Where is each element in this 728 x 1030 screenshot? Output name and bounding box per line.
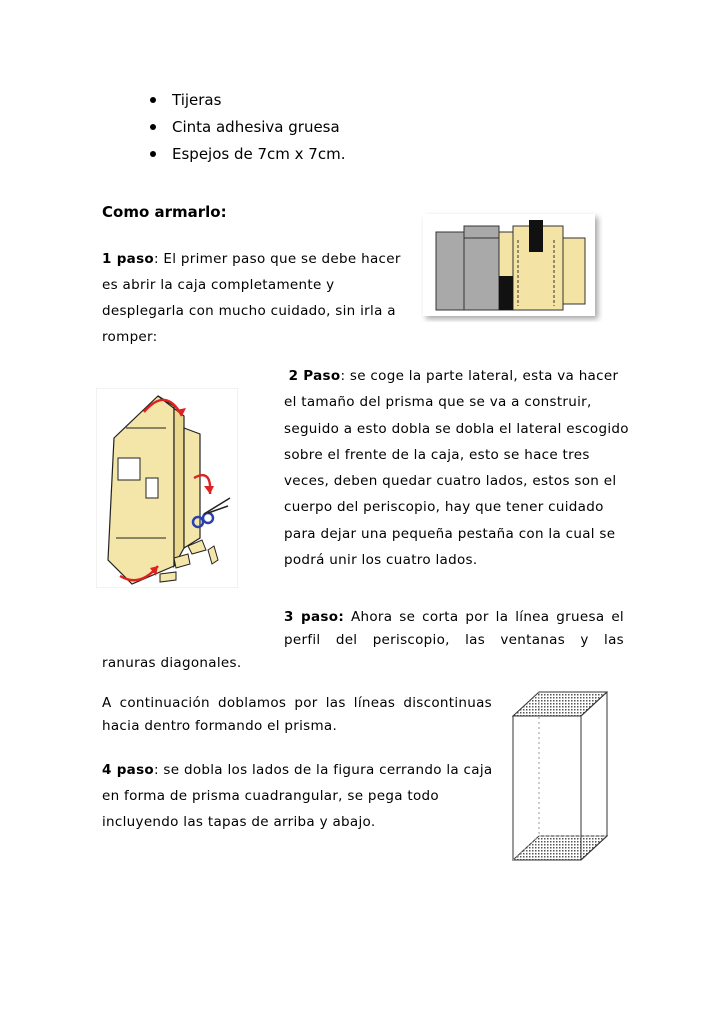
step-4-label: 4 paso — [102, 762, 154, 778]
step-2-text: : se coge la parte lateral, esta va hacer el tamaño del prisma que se va a construir, seguido a esto dobla se dobla el lateral escogido sobre el frente de la caja, esto se hace tres veces, deben quedar cuatro lados, estos son el cuerpo del periscopio, hay que tener cuidado para dejar una pequeña pestaña con la cual se podrá unir los cuatro lados. — [284, 368, 629, 569]
step-1-text: : El primer paso que se debe hacer es abrir la caja completamente y desplegarla con mucho cuidado, sin irla a romper: — [102, 251, 401, 345]
materials-list — [150, 88, 345, 169]
step-2-paragraph — [284, 363, 629, 573]
continuation-paragraph: A continuación doblamos por las líneas discontinuas hacia dentro formando el prisma. — [102, 695, 492, 734]
slot-mark — [529, 220, 543, 252]
folding-box-illustration — [96, 388, 238, 588]
step-3-paragraph — [284, 606, 624, 652]
step-2-label: 2 Paso — [288, 368, 341, 384]
step-4-text: : se dobla los lados de la figura cerrando la caja en forma de prisma cuadrangular, se pega todo incluyendo las tapas de arriba y abajo. — [102, 762, 493, 830]
slot-mark — [499, 276, 513, 310]
material-item: Espejos de 7cm x 7cm. — [150, 142, 345, 169]
step-3-text: Ahora se corta por la línea gruesa el perfil del periscopio, las ventanas y las — [284, 609, 624, 648]
step-1-paragraph — [102, 246, 412, 350]
prism-illustration — [505, 688, 615, 866]
step-3-label: 3 paso: — [284, 609, 345, 625]
unfolded-box-image — [418, 210, 603, 322]
step-1-label: 1 paso — [102, 251, 154, 267]
step-4-paragraph — [102, 757, 502, 835]
section-heading: Como armarlo: — [102, 203, 227, 221]
step-3-continuation: ranuras diagonales. — [102, 655, 242, 671]
material-item: Tijeras — [150, 88, 345, 115]
material-item: Cinta adhesiva gruesa — [150, 115, 345, 142]
